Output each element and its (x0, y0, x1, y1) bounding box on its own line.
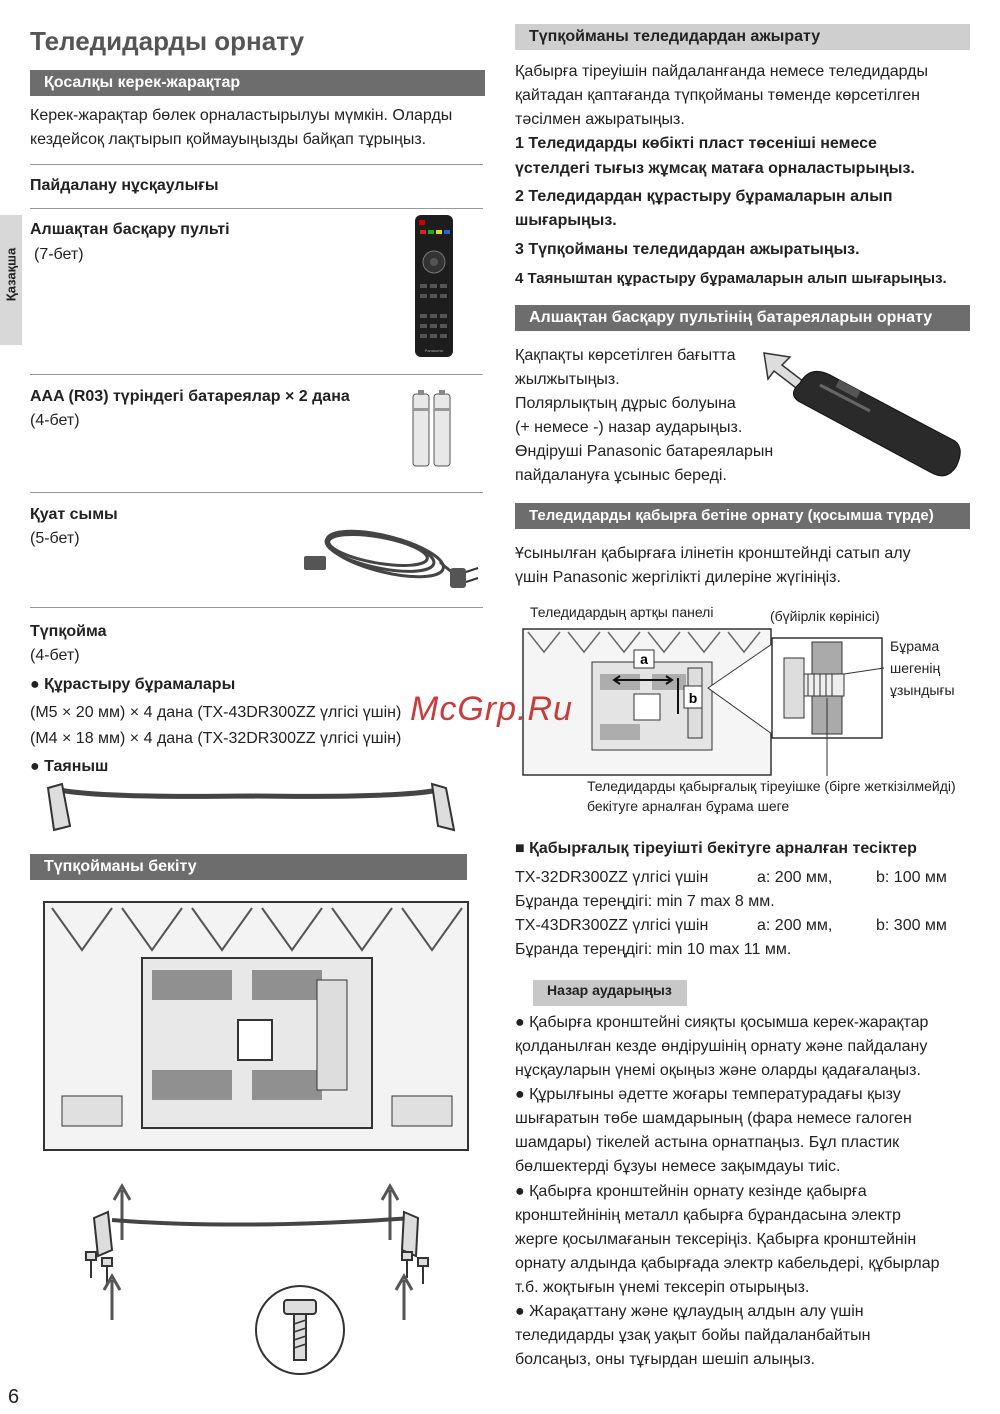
stand-label: ● Таяныш (30, 758, 109, 775)
pedestal-page: (4-бет) (30, 647, 80, 664)
caution-p4-2: теледидарды ұзақ уақыт бойы пайдаланбайтын (515, 1327, 871, 1344)
caution-p3-1: ● Қабырға кронштейнін орнату кезінде қабырға (515, 1183, 867, 1200)
back-panel-label: Теледидардың артқы панелі (530, 604, 714, 620)
row1-a: a: 200 мм, (757, 869, 833, 886)
battery-install-header: Алшақтан басқару пультінің батареяларын орнату (515, 305, 970, 331)
wall-mount-line-2: үшін Panasonic жергілікті дилеріне жүгініңіз. (515, 569, 841, 586)
power-cord-page: (5-бет) (30, 530, 80, 547)
wall-mount-header: Теледидарды қабырға бетіне орнату (қосымша түрде) (515, 503, 970, 529)
wall-mount-line-1: Ұсынылған қабырғаға ілінетін кронштейнді сатып алу (515, 545, 911, 562)
remote-page: (7-бет) (34, 246, 84, 263)
detach-step3: 3 Түпқойманы теледидардан ажыратыңыз. (515, 241, 860, 258)
detach-intro-3: тәсілмен ажыратыңыз. (515, 111, 685, 128)
row1-depth: Бұранда тереңдігі: min 7 max 8 мм. (515, 893, 775, 910)
batteries-illustration (410, 388, 454, 470)
accessories-header: Қосалқы керек-жарақтар (30, 70, 485, 96)
divider (30, 607, 483, 608)
remote-battery-cover-illustration (760, 345, 970, 485)
battery-line-2: жылжытыңыз. (515, 371, 620, 388)
stand-illustration (40, 780, 460, 835)
dimension-b-label: b (688, 690, 698, 706)
row2-model: TX-43DR300ZZ үлгісі үшін (515, 917, 709, 934)
detach-intro-2: қайтадан қаптағанда түпқойманы төменде көрсетілген (515, 87, 921, 104)
dimension-a-label: a (640, 651, 648, 667)
detach-step4: 4 Таяныштан құрастыру бұрамаларын алып шығарыңыз. (515, 270, 947, 287)
batteries-page: (4-бет) (30, 412, 80, 429)
row2-depth: Бұранда тереңдігі: min 10 max 11 мм. (515, 941, 792, 958)
detach-step1-1: 1 Теледидарды көбікті пласт төсеніші немесе (515, 135, 877, 152)
caution-p3-2: кронштейнінің металл қабырға бұрандасына электр (515, 1207, 901, 1224)
power-cord-illustration (300, 512, 480, 592)
caution-p1-2: қолданылған кезде өндірушінің орнату және пайдалану (515, 1038, 928, 1055)
page-number: 6 (8, 1386, 20, 1408)
remote-brand: Panasonic (424, 348, 444, 353)
battery-line-5: Өндіруші Panasonic батареяларын (515, 443, 774, 460)
battery-line-1: Қақпақты көрсетілген бағытта (515, 347, 736, 364)
detach-header: Түпқойманы теледидардан ажырату (515, 24, 970, 50)
divider (30, 492, 483, 493)
tv-back-attach-diagram (42, 900, 470, 1380)
detach-intro-1: Қабырға тіреуішін пайдаланғанда немесе теледидарды (515, 63, 928, 80)
remote-label: Алшақтан басқару пульті (30, 221, 230, 238)
power-cord-label: Қуат сымы (30, 506, 118, 523)
caution-p1-3: нұсқауларын үнемі оқыңыз және оларды қадағалаңыз. (515, 1062, 921, 1079)
caution-p2-3: шамдары) тікелей астына орнатпаңыз. Бұл пластик (515, 1134, 900, 1151)
divider (30, 374, 483, 375)
divider (30, 164, 483, 165)
watermark: McGrp.Ru (410, 690, 573, 728)
language-label: Қазақша (3, 247, 19, 302)
accessories-intro-2: кездейсоқ лақтырып қоймауыңызды байқап тұрыңыз. (30, 131, 427, 148)
battery-line-4: (+ немесе -) назар аударыңыз. (515, 419, 743, 436)
screw-length-label-2: шегенің (890, 660, 941, 676)
row2-a: a: 200 мм, (757, 917, 833, 934)
caution-header: Назар аударыңыз (533, 980, 687, 1006)
caution-p2-2: шығаратын төбе шамдарының (фара немесе галоген (515, 1110, 912, 1127)
caution-p3-4: орнату алдында қабырғада электр кабельдері, құбырлар (515, 1255, 940, 1272)
screws-label: ● Құрастыру бұрамалары (30, 676, 236, 693)
screw-caption-2: бекітуге арналған бұрама шеге (587, 798, 790, 814)
side-view-label: (бүйірлік көрінісі) (770, 608, 880, 624)
detach-step2-1: 2 Теледидардан құрастыру бұрамаларын алып (515, 188, 893, 205)
holes-title: ■ Қабырғалық тіреуішті бекітуге арналған тесіктер (515, 840, 917, 857)
caution-p2-1: ● Құрылғыны әдетте жоғары температурадағы қызу (515, 1086, 901, 1103)
detach-step1-2: үстелдегі тығыз жұмсақ матаға орналастырыңыз. (515, 160, 915, 177)
screw-length-label-3: ұзындығы (890, 682, 955, 698)
caution-p3-5: т.б. жоқтығын үнемі тексеріп отырыңыз. (515, 1279, 810, 1296)
row2-b: b: 300 мм (876, 917, 947, 934)
caution-p3-3: жерге қосылмағанын тексеріңіз. Қабырға кронштейнін (515, 1231, 917, 1248)
remote-control-illustration (414, 214, 454, 358)
battery-line-3: Полярлықтың дұрыс болуына (515, 395, 736, 412)
caution-p4-3: болсаңыз, оны тұғырдан шешіп алыңыз. (515, 1351, 815, 1368)
row1-model: TX-32DR300ZZ үлгісі үшін (515, 869, 709, 886)
divider (30, 208, 483, 209)
manual-label: Пайдалану нұсқаулығы (30, 177, 219, 194)
caution-p4-1: ● Жарақаттану және құлаудың алдын алу үшін (515, 1303, 864, 1320)
batteries-label: AAA (R03) түріндегі батареялар × 2 дана (30, 388, 350, 405)
detach-step2-2: шығарыңыз. (515, 212, 617, 229)
pedestal-label: Түпқойма (30, 623, 107, 640)
page-title: Теледидарды орнату (30, 26, 305, 56)
screw-length-label-1: Бұрама (890, 638, 940, 654)
screw-caption-1: Теледидарды қабырғалық тіреуішке (бірге жеткізілмейді) (587, 778, 956, 794)
attach-header: Түпқойманы бекіту (30, 854, 467, 880)
caution-p1-1: ● Қабырға кронштейні сияқты қосымша керек-жарақтар (515, 1014, 929, 1031)
caution-p2-4: бөлшектерді бұзуы немесе зақымдауы тиіс. (515, 1158, 841, 1175)
battery-line-6: пайдалануға ұсыныс береді. (515, 467, 727, 484)
language-side-tab (0, 215, 22, 345)
accessories-intro-1: Керек-жарақтар бөлек орналастырылуы мүмкін. Оларды (30, 107, 453, 124)
screws-32: (M4 × 18 мм) × 4 дана (TX-32DR300ZZ үлгісі үшін) (30, 730, 402, 747)
wall-mount-diagram (522, 628, 887, 778)
screws-43: (M5 × 20 мм) × 4 дана (TX-43DR300ZZ үлгісі үшін) (30, 704, 402, 721)
row1-b: b: 100 мм (876, 869, 947, 886)
